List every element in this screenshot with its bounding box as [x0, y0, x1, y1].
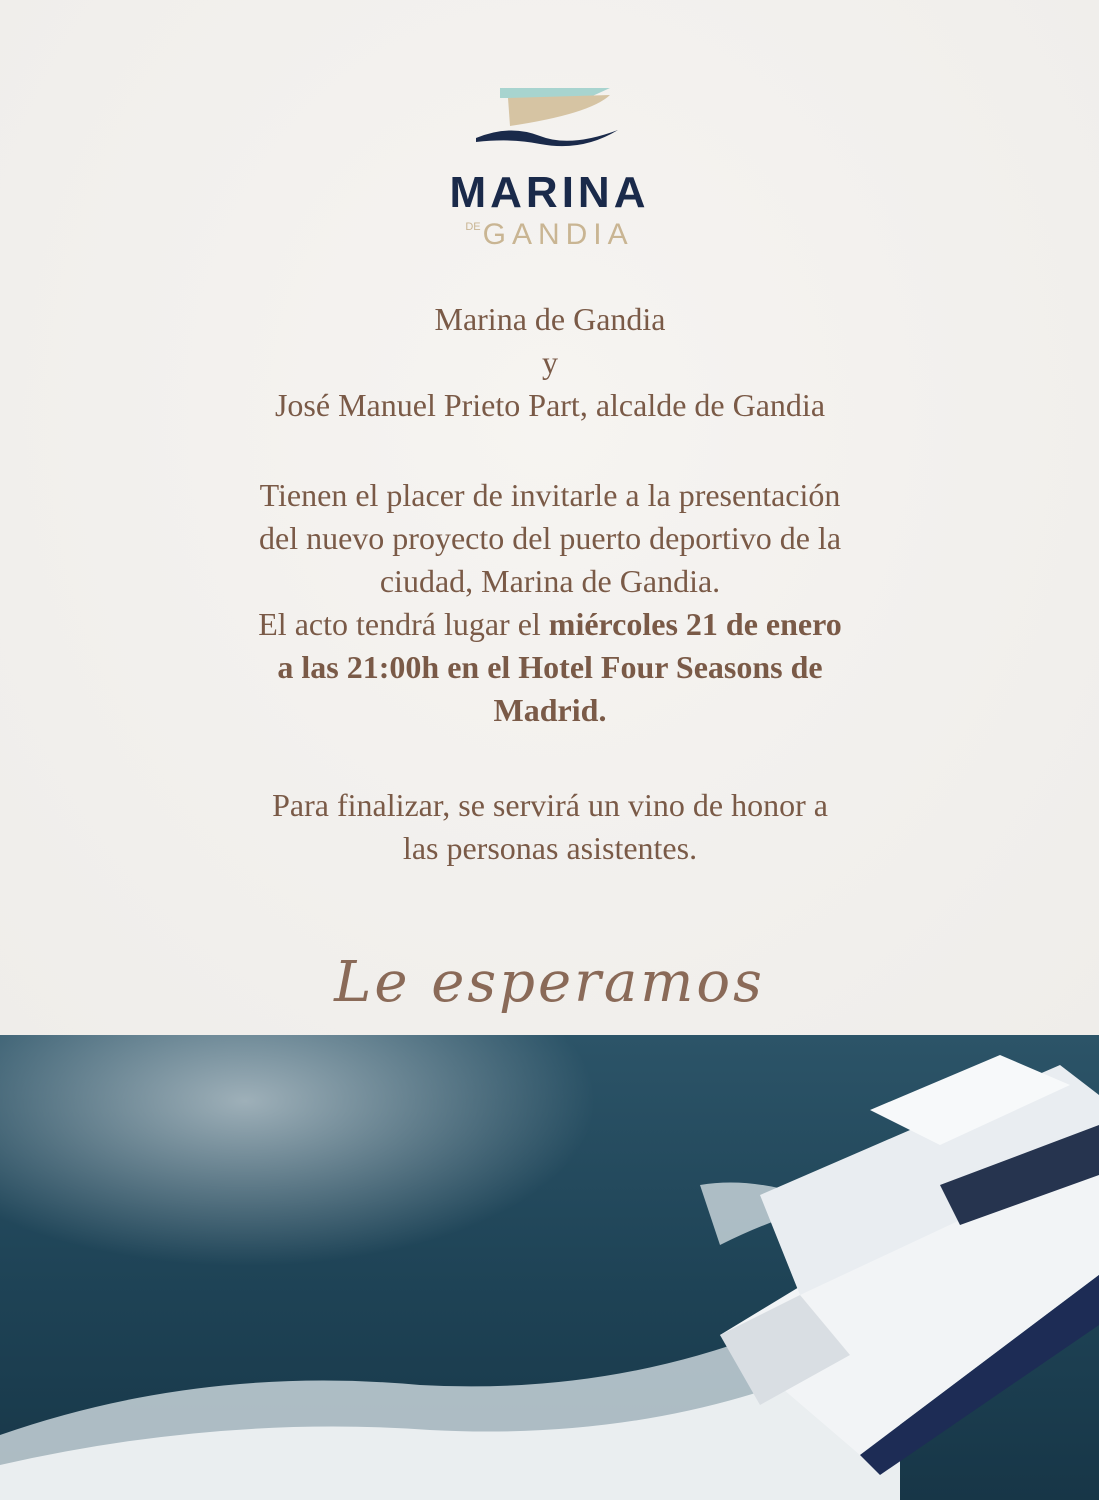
logo-de: DE	[465, 221, 481, 233]
invitation-line-4	[100, 603, 1000, 646]
closing-line-1: Para finalizar, se servirá un vino de honor a	[272, 787, 828, 823]
closing-line-2: las personas asistentes.	[402, 830, 698, 866]
signature-script: Le esperamos	[334, 950, 765, 1015]
invitation-line-2: del nuevo proyecto del puerto deportivo de la	[258, 520, 842, 556]
closing-block	[100, 784, 1000, 870]
event-date: miércoles 21 de enero	[548, 606, 842, 642]
sail-wave-icon	[470, 80, 630, 160]
hosts-block	[100, 298, 1000, 427]
host-line-1: Marina de Gandia	[434, 301, 666, 337]
host-line-2: y	[542, 344, 558, 380]
marina-de-gandia-logo	[0, 80, 1099, 255]
host-line-3: José Manuel Prieto Part, alcalde de Gandia	[274, 387, 826, 423]
event-time-venue: a las 21:00h en el Hotel Four Seasons de	[277, 649, 823, 685]
logo-subtitle	[0, 218, 1099, 252]
invitation-line-1: Tienen el placer de invitarle a la presentación	[259, 477, 841, 513]
event-intro: El acto tendrá lugar el	[258, 606, 549, 642]
invitation-body	[100, 474, 1000, 732]
logo-wordmark: MARINA	[449, 168, 650, 217]
yacht-sea-photo	[0, 1035, 1099, 1500]
event-city: Madrid.	[493, 692, 607, 728]
invitation-line-3: ciudad, Marina de Gandia.	[379, 563, 721, 599]
logo-gandia: GANDIA	[482, 218, 634, 251]
